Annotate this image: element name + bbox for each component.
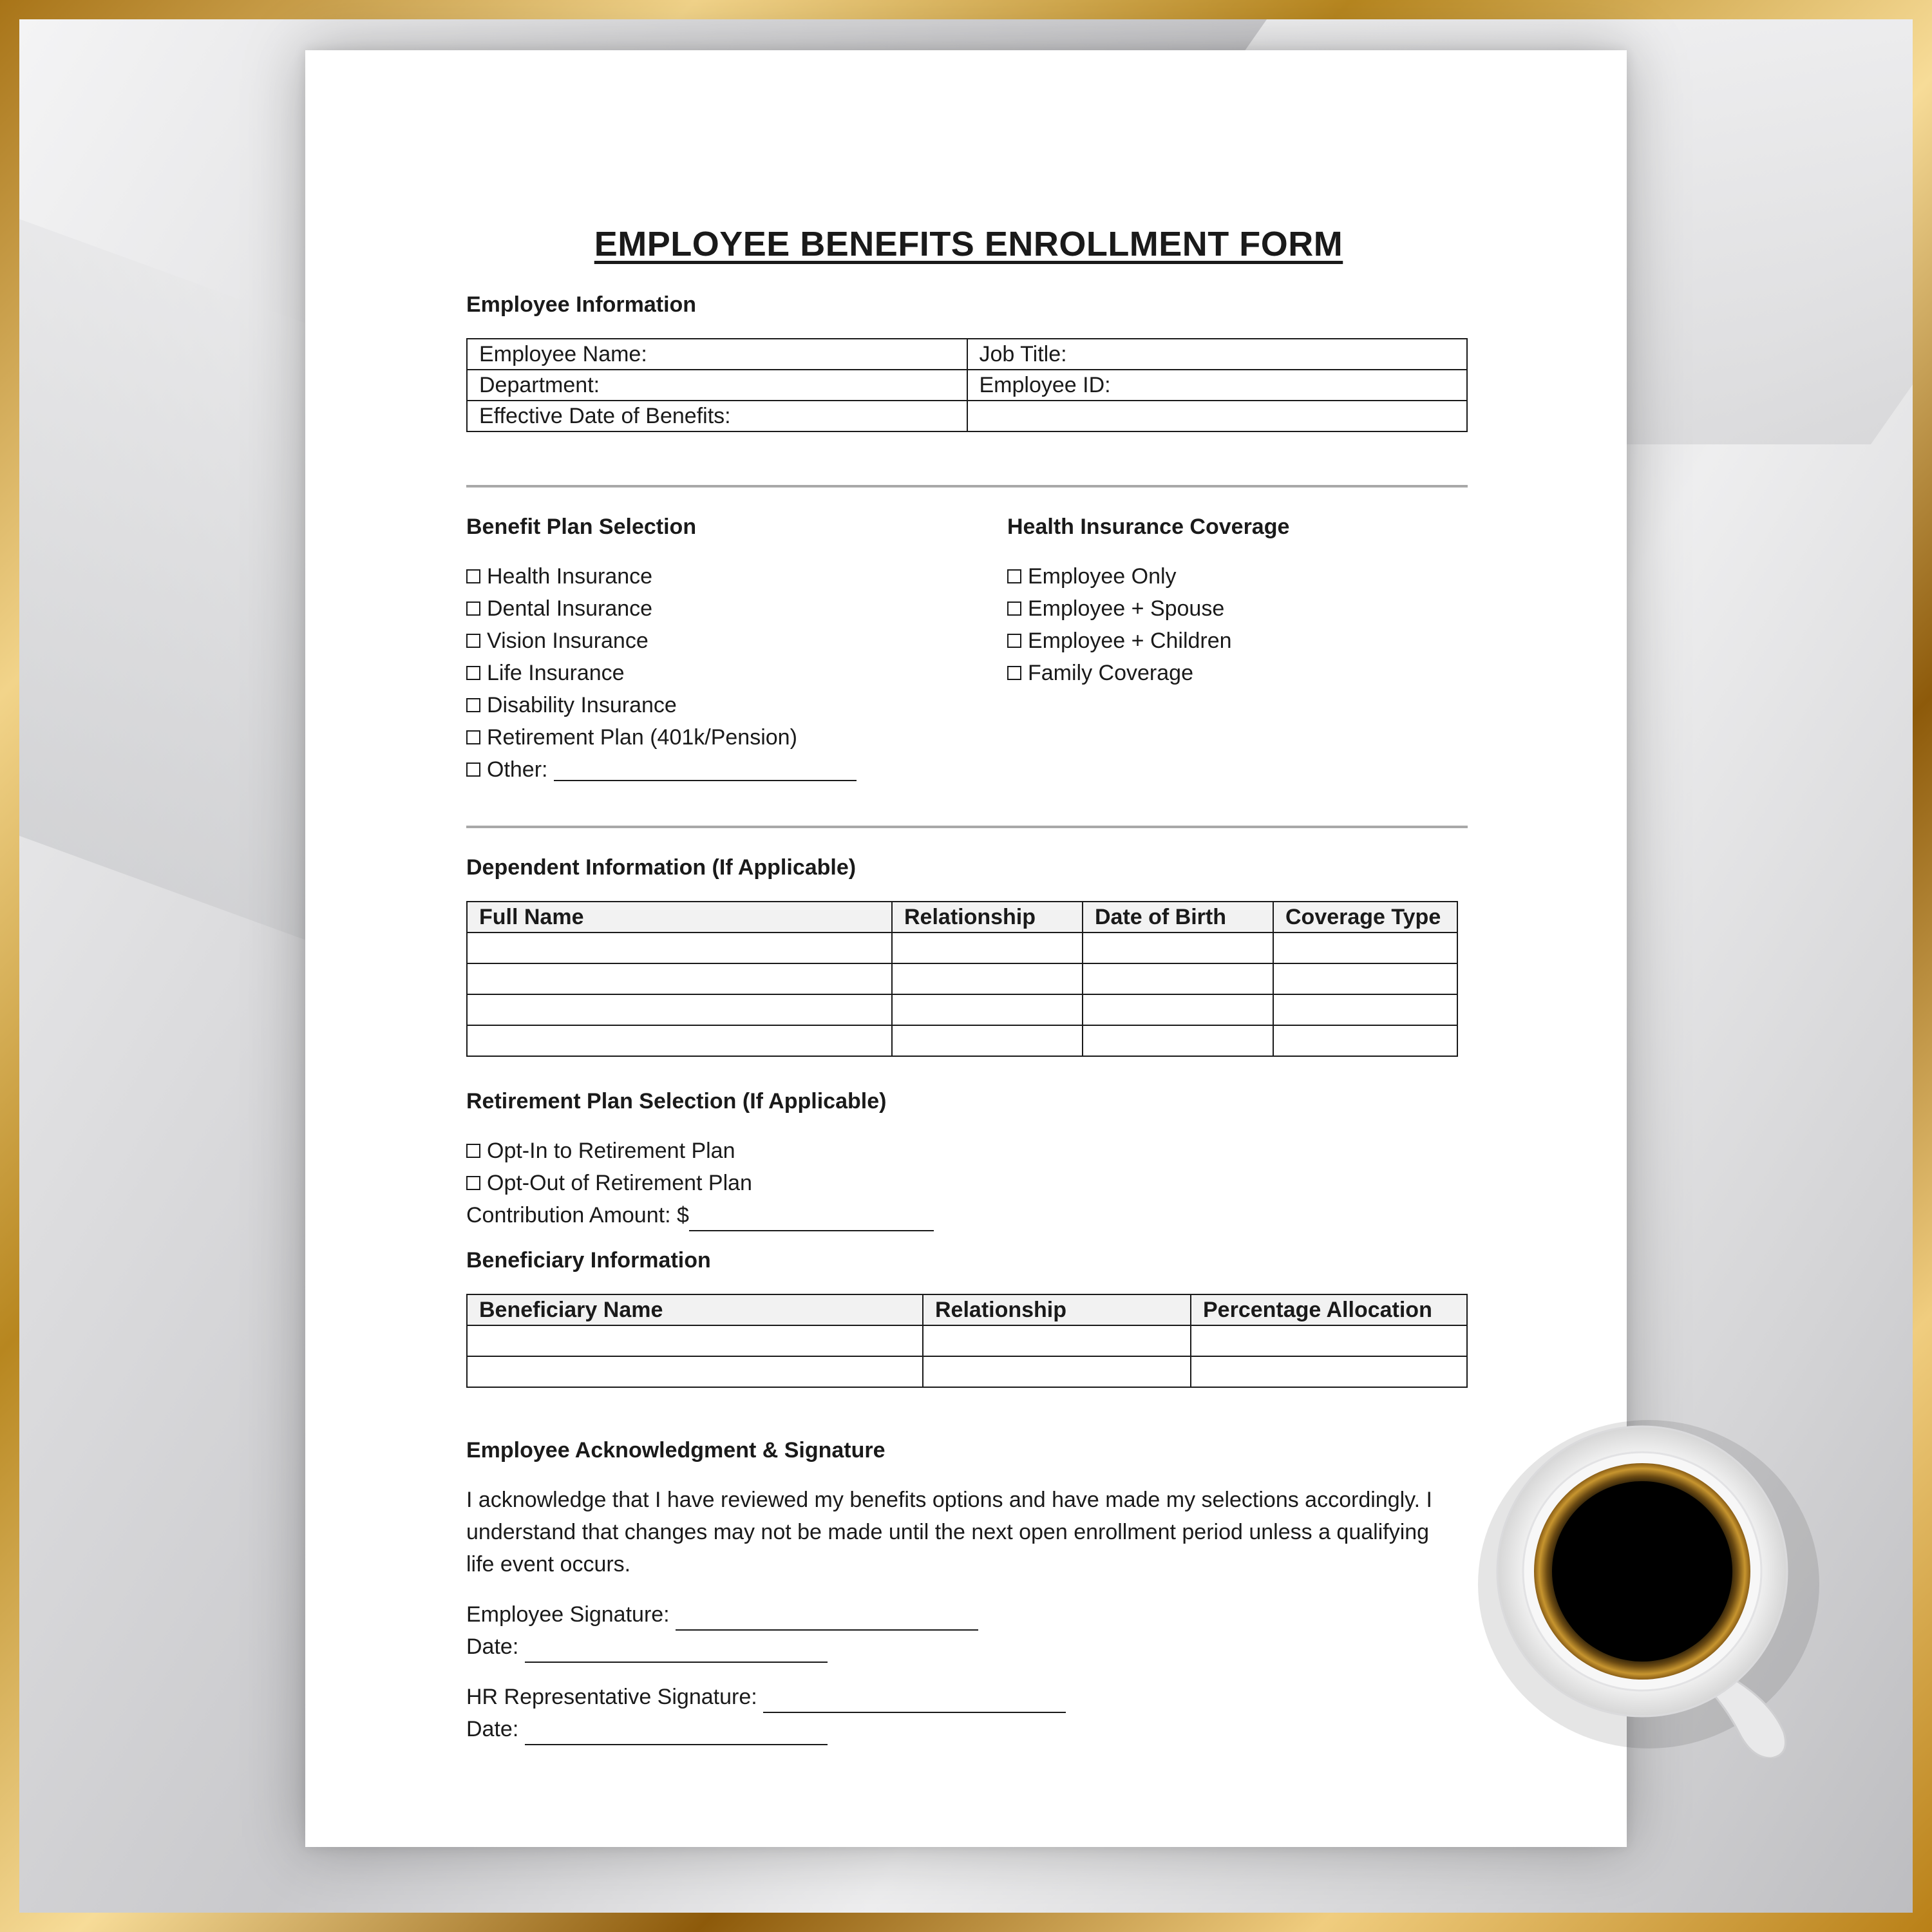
checkbox-option[interactable] bbox=[466, 753, 1007, 786]
table-cell[interactable] bbox=[1191, 1325, 1467, 1356]
acknowledgment-heading: Employee Acknowledgment & Signature bbox=[466, 1438, 886, 1463]
contribution-input-line[interactable] bbox=[689, 1208, 934, 1231]
retirement-heading: Retirement Plan Selection (If Applicable) bbox=[466, 1089, 887, 1113]
table-cell[interactable] bbox=[892, 963, 1083, 994]
table-cell[interactable] bbox=[467, 994, 892, 1025]
option-label: Employee + Children bbox=[1028, 628, 1232, 653]
hr-signature-line[interactable] bbox=[763, 1690, 1066, 1713]
table-cell[interactable] bbox=[1083, 994, 1273, 1025]
column-header: Date of Birth bbox=[1083, 902, 1273, 933]
table-cell[interactable] bbox=[1083, 933, 1273, 963]
option-label: Employee Only bbox=[1028, 564, 1177, 589]
employee-name-field[interactable]: Employee Name: bbox=[467, 339, 967, 370]
checkbox-icon[interactable] bbox=[466, 1176, 480, 1190]
table-row bbox=[467, 1325, 1467, 1356]
table-cell[interactable] bbox=[467, 963, 892, 994]
checkbox-icon[interactable] bbox=[466, 601, 480, 616]
checkbox-icon[interactable] bbox=[466, 762, 480, 777]
checkbox-icon[interactable] bbox=[466, 730, 480, 744]
table-header-row bbox=[467, 902, 1457, 933]
table-cell[interactable] bbox=[467, 1025, 892, 1056]
checkbox-option[interactable] bbox=[466, 592, 1007, 625]
table-row bbox=[467, 370, 1467, 401]
table-row bbox=[467, 401, 1467, 431]
checkbox-option[interactable] bbox=[466, 560, 1007, 592]
employee-date-row bbox=[466, 1631, 1471, 1663]
column-header: Full Name bbox=[467, 902, 892, 933]
employee-signature-line[interactable] bbox=[676, 1607, 978, 1631]
coffee-cup-icon bbox=[1468, 1397, 1829, 1758]
health-coverage-section bbox=[1007, 515, 1471, 786]
option-label: Opt-In to Retirement Plan bbox=[487, 1138, 735, 1163]
hr-signature-label: HR Representative Signature: bbox=[466, 1685, 757, 1709]
table-row bbox=[467, 933, 1457, 963]
checkbox-icon[interactable] bbox=[466, 666, 480, 680]
table-cell[interactable] bbox=[892, 994, 1083, 1025]
dependents-table bbox=[466, 901, 1458, 1057]
option-label: Opt-Out of Retirement Plan bbox=[487, 1170, 752, 1195]
column-header: Beneficiary Name bbox=[467, 1294, 923, 1325]
checkbox-option[interactable] bbox=[466, 625, 1007, 657]
effective-date-field[interactable]: Effective Date of Benefits: bbox=[467, 401, 967, 431]
benefit-plan-section bbox=[466, 515, 1007, 786]
table-row bbox=[467, 339, 1467, 370]
employee-date-line[interactable] bbox=[525, 1640, 828, 1663]
benefit-columns bbox=[466, 515, 1471, 786]
option-label: Family Coverage bbox=[1028, 660, 1193, 685]
acknowledgment-text: I acknowledge that I have reviewed my benefits options and have made my selections accordingly. I understand that changes may not be made until the next open enrollment period unless a qualifying life event occurs. bbox=[466, 1488, 1432, 1577]
hr-signature-row bbox=[466, 1681, 1471, 1713]
option-label: Vision Insurance bbox=[487, 628, 649, 653]
employee-info-heading: Employee Information bbox=[466, 292, 697, 317]
form-content bbox=[466, 173, 1471, 1745]
table-cell[interactable] bbox=[1273, 1025, 1457, 1056]
checkbox-icon[interactable] bbox=[466, 1144, 480, 1158]
column-header: Percentage Allocation bbox=[1191, 1294, 1467, 1325]
contribution-label: Contribution Amount: $ bbox=[466, 1203, 689, 1227]
contribution-row bbox=[466, 1199, 1471, 1231]
table-row bbox=[467, 1356, 1467, 1387]
employee-signature-row bbox=[466, 1598, 1471, 1631]
table-cell[interactable] bbox=[923, 1356, 1191, 1387]
department-field[interactable]: Department: bbox=[467, 370, 967, 401]
option-label: Life Insurance bbox=[487, 660, 625, 685]
checkbox-icon[interactable] bbox=[1007, 666, 1021, 680]
checkbox-icon[interactable] bbox=[466, 698, 480, 712]
table-cell[interactable] bbox=[1273, 933, 1457, 963]
column-header: Relationship bbox=[892, 902, 1083, 933]
checkbox-icon[interactable] bbox=[1007, 601, 1021, 616]
column-header: Coverage Type bbox=[1273, 902, 1457, 933]
hr-date-row bbox=[466, 1713, 1471, 1745]
table-cell[interactable] bbox=[467, 1356, 923, 1387]
table-row bbox=[467, 994, 1457, 1025]
table-cell[interactable] bbox=[467, 933, 892, 963]
column-header: Relationship bbox=[923, 1294, 1191, 1325]
empty-cell[interactable] bbox=[967, 401, 1468, 431]
other-input-line[interactable] bbox=[554, 758, 857, 781]
checkbox-option[interactable] bbox=[466, 1135, 1471, 1167]
checkbox-icon[interactable] bbox=[1007, 569, 1021, 583]
option-label: Disability Insurance bbox=[487, 692, 677, 717]
table-header-row bbox=[467, 1294, 1467, 1325]
checkbox-option[interactable] bbox=[466, 721, 1007, 753]
checkbox-option[interactable] bbox=[466, 1167, 1471, 1199]
employee-info-table bbox=[466, 338, 1468, 432]
checkbox-option[interactable] bbox=[1007, 560, 1471, 592]
benefit-plan-heading: Benefit Plan Selection bbox=[466, 515, 697, 539]
table-cell[interactable] bbox=[1083, 1025, 1273, 1056]
table-cell[interactable] bbox=[1273, 994, 1457, 1025]
table-row bbox=[467, 963, 1457, 994]
table-cell[interactable] bbox=[892, 933, 1083, 963]
table-cell[interactable] bbox=[923, 1325, 1191, 1356]
checkbox-option[interactable] bbox=[466, 657, 1007, 689]
option-label: Retirement Plan (401k/Pension) bbox=[487, 724, 797, 750]
hr-date-line[interactable] bbox=[525, 1722, 828, 1745]
job-title-field[interactable]: Job Title: bbox=[967, 339, 1468, 370]
table-cell[interactable] bbox=[1191, 1356, 1467, 1387]
checkbox-option[interactable] bbox=[1007, 657, 1471, 689]
checkbox-option[interactable] bbox=[1007, 592, 1471, 625]
option-label: Dental Insurance bbox=[487, 596, 653, 621]
beneficiary-heading: Beneficiary Information bbox=[466, 1248, 711, 1273]
option-label: Other: bbox=[487, 757, 548, 782]
employee-signature-label: Employee Signature: bbox=[466, 1602, 670, 1627]
checkbox-icon[interactable] bbox=[466, 569, 480, 583]
health-coverage-heading: Health Insurance Coverage bbox=[1007, 515, 1290, 539]
page-title: EMPLOYEE BENEFITS ENROLLMENT FORM bbox=[594, 225, 1343, 263]
date-label: Date: bbox=[466, 1717, 519, 1741]
table-cell[interactable] bbox=[467, 1325, 923, 1356]
checkbox-option[interactable] bbox=[1007, 625, 1471, 657]
beneficiary-table bbox=[466, 1294, 1468, 1388]
option-label: Employee + Spouse bbox=[1028, 596, 1225, 621]
checkbox-icon[interactable] bbox=[1007, 634, 1021, 648]
table-cell[interactable] bbox=[892, 1025, 1083, 1056]
checkbox-icon[interactable] bbox=[466, 634, 480, 648]
checkbox-option[interactable] bbox=[466, 689, 1007, 721]
date-label: Date: bbox=[466, 1634, 519, 1659]
table-cell[interactable] bbox=[1273, 963, 1457, 994]
table-row bbox=[467, 1025, 1457, 1056]
table-cell[interactable] bbox=[1083, 963, 1273, 994]
dependents-heading: Dependent Information (If Applicable) bbox=[466, 855, 857, 880]
employee-id-field[interactable]: Employee ID: bbox=[967, 370, 1468, 401]
option-label: Health Insurance bbox=[487, 564, 653, 589]
form-page bbox=[305, 50, 1627, 1847]
